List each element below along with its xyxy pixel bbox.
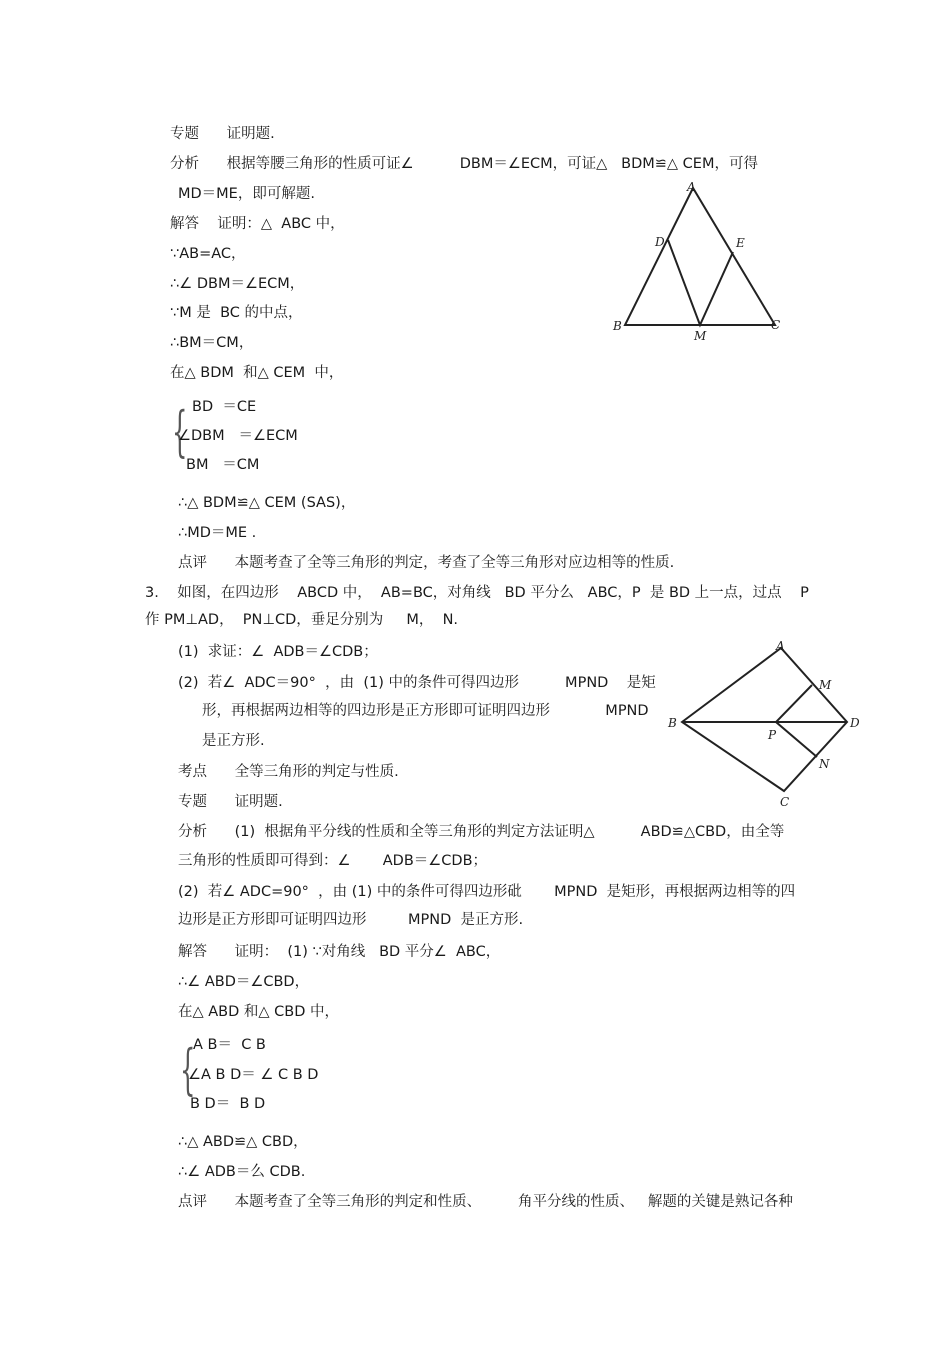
system-brace: {	[180, 1038, 196, 1101]
quadrilateral-figure	[662, 636, 870, 811]
system-eq: ∠DBM ＝∠ECM	[178, 428, 298, 444]
label-b: B	[613, 319, 622, 333]
analysis-line-cont: MD＝ME，即可解题.	[178, 186, 315, 202]
triangle-figure	[605, 180, 795, 345]
topic-line: 专题 证明题.	[178, 794, 283, 810]
system-eq: B D＝ B D	[190, 1096, 266, 1112]
subquestion-2: (2) 若∠ ADC＝90° ，由 (1) 中的条件可得四边形 MPND 是矩	[178, 675, 656, 691]
analysis-line: 分析 (1) 根据角平分线的性质和全等三角形的判定方法证明△ ABD≌△CBD，由全等	[178, 824, 785, 840]
proof-step: ∴∠ ABD＝∠CBD，	[178, 974, 310, 990]
proof-step: ∴BM＝CM，	[170, 335, 254, 351]
proof-step: ∴△ BDM≌△ CEM (SAS)，	[178, 495, 356, 511]
label-b: B	[668, 716, 677, 730]
analysis-line: 分析 根据等腰三角形的性质可证∠ DBM＝∠ECM，可证△ BDM≌△ CEM，可得	[170, 156, 758, 172]
subquestion-2-cont: 是正方形.	[202, 733, 265, 749]
label-n: N	[819, 757, 830, 771]
proof-step: ∴∠ ADB＝么 CDB.	[178, 1164, 306, 1180]
label-m: M	[694, 329, 707, 343]
triangle-abc	[625, 188, 775, 325]
proof-step: ∴MD＝ME .	[178, 525, 257, 541]
comment-line: 点评 本题考查了全等三角形的判定，考查了全等三角形对应边相等的性质.	[178, 555, 675, 571]
label-c: C	[780, 795, 790, 809]
analysis-line-2-cont: 边形是正方形即可证明四边形 MPND 是正方形.	[178, 912, 524, 928]
system-eq: BD ＝CE	[192, 399, 257, 415]
proof-step: ∵M 是 BC 的中点，	[170, 305, 303, 321]
topic-line: 专题 证明题.	[170, 126, 275, 142]
system-eq: A B＝ C B	[193, 1037, 266, 1053]
segments-dm-me	[668, 240, 733, 325]
subquestion-1: (1) 求证：∠ ADB＝∠CDB；	[178, 644, 378, 660]
label-d: D	[655, 235, 665, 249]
answer-line: 解答 证明： (1) ∵对角线 BD 平分∠ ABC，	[178, 944, 501, 960]
label-a: A	[776, 639, 785, 653]
analysis-line-cont: 三角形的性质即可得到：∠ ADB＝∠CDB；	[178, 853, 488, 869]
proof-step: ∴∠ DBM＝∠ECM，	[170, 276, 305, 292]
subquestion-2-cont: 形，再根据两边相等的四边形是正方形即可证明四边形 MPND	[202, 703, 649, 719]
label-e: E	[736, 236, 745, 250]
label-m: M	[819, 678, 832, 692]
system-eq: BM ＝CM	[186, 457, 260, 473]
proof-step: ∴△ ABD≌△ CBD，	[178, 1134, 308, 1150]
label-a: A	[687, 180, 696, 194]
comment-line: 点评 本题考查了全等三角形的判定和性质、 角平分线的性质、 解题的关键是熟记各种	[178, 1194, 793, 1210]
knowledge-point: 考点 全等三角形的判定与性质.	[178, 764, 399, 780]
question-line-cont: 作 PM⊥AD， PN⊥CD，垂足分别为 M， N.	[145, 612, 459, 628]
label-d: D	[850, 716, 860, 730]
analysis-line-2: (2) 若∠ ADC=90° ，由 (1) 中的条件可得四边形砒 MPND 是矩形，再根据两边相等的四	[178, 884, 796, 900]
question-line: 3. 如图，在四边形 ABCD 中， AB=BC，对角线 BD 平分么 ABC，P 是 BD 上一点，过点 P	[145, 585, 809, 601]
proof-step: 在△ BDM 和△ CEM 中，	[170, 365, 344, 381]
answer-line: 解答 证明：△ ABC 中，	[170, 216, 345, 232]
label-c: C	[771, 318, 781, 332]
proof-step: ∵AB=AC，	[170, 246, 246, 262]
system-brace: {	[172, 400, 188, 463]
label-p: P	[768, 728, 777, 742]
system-eq: ∠A B D＝ ∠ C B D	[188, 1067, 319, 1083]
proof-step: 在△ ABD 和△ CBD 中，	[178, 1004, 340, 1020]
